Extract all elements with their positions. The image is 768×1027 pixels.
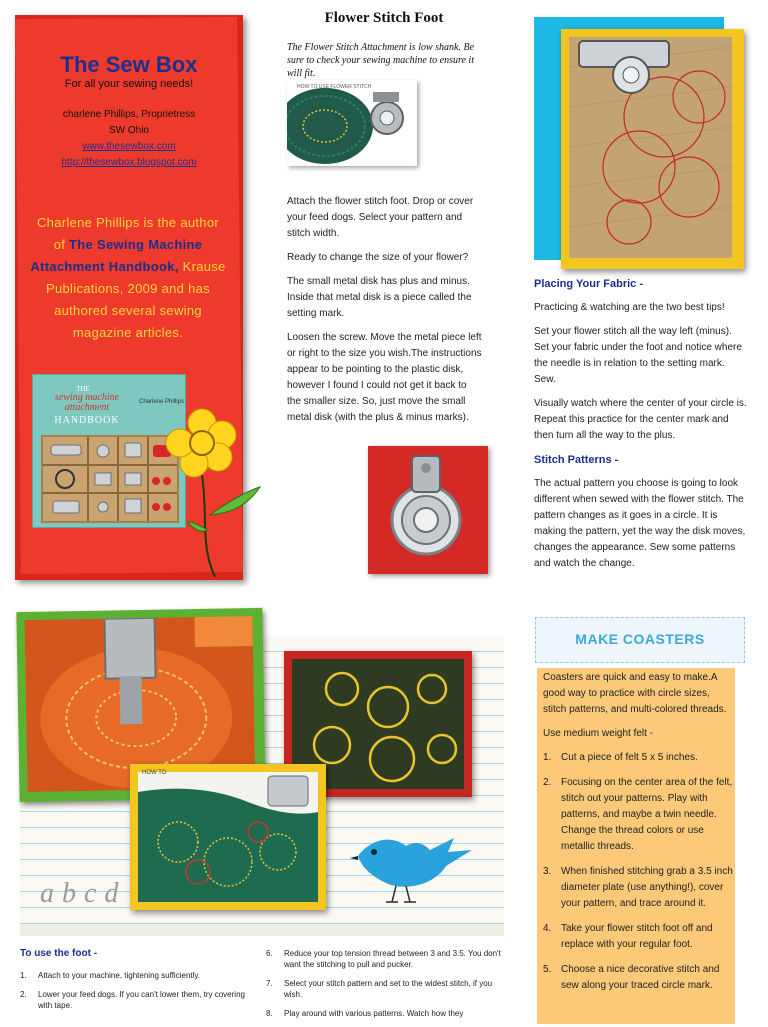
location-line: SW Ohio: [108, 125, 149, 136]
fabric-photo-art: [569, 37, 732, 258]
book-cover-line3: HANDBOOK: [54, 415, 120, 426]
step-number: 7.: [266, 979, 273, 988]
coaster-step: [543, 775, 733, 855]
bird-icon: [350, 820, 480, 906]
coasters-steps: [543, 750, 733, 994]
step-number: 5.: [543, 964, 552, 975]
make-coasters-banner: [535, 617, 745, 663]
handwriting-text: abcd: [40, 878, 127, 909]
step-number: 6.: [266, 949, 273, 958]
placing-fabric-heading: Placing Your Fabric -: [534, 278, 644, 290]
author-blurb: [30, 212, 226, 344]
step-text: Select your stitch pattern and set to the widest stitch, if you wish.: [284, 979, 493, 999]
stitch-patterns-text: The actual pattern you choose is going to look different when sewed with the flower stitch. The pattern changes as it goes in a circle. It is making the pattern, yet the way the disk moves, changes the appearance. Sew some patterns and watch the change.: [534, 478, 746, 569]
paper-torn-edge: [20, 924, 504, 936]
flower-decoration-icon: [160, 405, 270, 580]
placing-fabric-section: [534, 276, 748, 580]
use-foot-steps-left: [20, 970, 252, 1019]
blog-link[interactable]: http://thesewbox.blogspot.com: [61, 157, 197, 168]
step-text: Play around with various patterns. Watch how they: [284, 1009, 464, 1018]
step-text: Take your flower stitch foot off and replace with your regular foot.: [561, 923, 713, 950]
felt-note: Use medium weight felt -: [543, 728, 654, 739]
instructions-text: [287, 194, 483, 434]
step-number: 8.: [266, 1009, 273, 1018]
paragraph-attach: Attach the flower stitch foot. Drop or cover your feed dogs. Select your pattern and stitch width.: [287, 196, 474, 239]
coaster-step: [543, 962, 733, 994]
coasters-intro: Coasters are quick and easy to make.A good way to practice with circle sizes, stitch patterns, and multi-colored threads.: [543, 672, 727, 715]
use-step: [266, 1008, 502, 1019]
paragraph-loosen-screw: Loosen the screw. Move the metal piece left or right to the size you wish.The instructions appear to be pointing to the plastic disk, however I found I could not get it back to the smaller size. So, just move the small metal disk (with the plus & minus marks).: [287, 332, 482, 423]
use-step: [20, 970, 252, 981]
book-cover-line1: THE: [76, 385, 90, 393]
instructions-photo-art: [287, 80, 417, 166]
brand-tagline: For all your sewing needs!: [64, 78, 194, 90]
presser-foot-photo: [368, 446, 488, 574]
green-felt-art: [138, 772, 318, 902]
presser-foot-art: [368, 446, 488, 574]
use-step: [266, 978, 502, 1000]
tray-compartments: [43, 437, 177, 521]
paragraph-metal-disk: The small metal disk has plus and minus. Inside that metal disk is a piece called the setting mark.: [287, 276, 472, 319]
use-step: [266, 948, 502, 970]
author-blurb-prefix: Charlene Phillips is the author of: [36, 215, 219, 252]
step-text: When finished stitching grab a 3.5 inch diameter plate (use anything!), cover your pattern, and trace around it.: [561, 866, 733, 909]
author-blurb-suffix: Krause Publications, 2009 and has authored several sewing magazine articles.: [46, 259, 226, 340]
step-number: 1.: [543, 752, 552, 763]
use-step: [20, 989, 252, 1011]
coaster-step: [543, 864, 733, 912]
make-coasters-heading: MAKE COASTERS: [575, 631, 705, 647]
visual-tip: Visually watch where the center of your circle is. Repeat this practice for the center mark and then turn all the way to the plus.: [534, 398, 747, 441]
book-cover-author: Charlene Phillips: [139, 399, 185, 405]
step-number: 1.: [20, 971, 27, 980]
coasters-text: [543, 670, 733, 1003]
step-text: Choose a nice decorative stitch and sew along your traced circle mark.: [561, 964, 720, 991]
fabric-photo: [569, 37, 732, 258]
proprietress-line: charlene Phillips, Proprietress: [62, 109, 196, 120]
coaster-step: [543, 750, 733, 766]
compatibility-note: The Flower Stitch Attachment is low shank. Be sure to check your sewing machine to ensure it will fit.: [287, 42, 475, 79]
coaster-step: [543, 921, 733, 953]
step-number: 2.: [20, 990, 27, 999]
yellow-framed-photo: [130, 764, 326, 910]
yellow-photo-caption: HOW TO: [142, 770, 167, 776]
step-text: Cut a piece of felt 5 x 5 inches.: [561, 752, 698, 763]
setting-instructions: Set your flower stitch all the way left (minus). Set your fabric under the foot and notice where the needle is in relation to the setting mark. Sew.: [534, 326, 742, 385]
paragraph-ready: Ready to change the size of your flower?: [287, 252, 469, 263]
book-cover-line2: sewing machine attachment: [54, 392, 120, 413]
use-foot-heading: To use the foot -: [20, 948, 98, 959]
use-foot-steps-right: [266, 948, 502, 1027]
fabric-photo-frame: [561, 29, 744, 269]
step-number: 3.: [543, 866, 552, 877]
step-text: Lower your feed dogs. If you can't lower them, try covering with tape.: [38, 990, 245, 1010]
book-title-highlight: The Sewing Machine Attachment Handbook,: [30, 237, 203, 274]
attachment-tray: [41, 435, 179, 523]
step-text: Focusing on the center area of the felt, stitch out your patterns. Play with patterns, and maybe a twin needle. Change the thread colors or use metallic threads.: [561, 777, 733, 852]
page-title: Flower Stitch Foot: [324, 10, 444, 26]
brand-contact: [18, 107, 240, 171]
practice-tip: Practicing & watching are the two best tips!: [534, 302, 725, 313]
step-number: 4.: [543, 923, 552, 934]
instructions-photo-caption: HOW TO USE FLOWER STITCH: [297, 84, 372, 90]
step-text: Reduce your top tension thread between 3 and 3.5. You don't want the stitching to pull and pucker.: [284, 949, 501, 969]
website-link[interactable]: www.thesewbox.com: [82, 141, 176, 152]
stitch-patterns-heading: Stitch Patterns -: [534, 454, 619, 466]
step-number: 2.: [543, 777, 552, 788]
instructions-photo: [287, 80, 417, 166]
brand-title: The Sew Box: [60, 52, 198, 77]
step-text: Attach to your machine, tightening sufficiently.: [38, 971, 201, 980]
